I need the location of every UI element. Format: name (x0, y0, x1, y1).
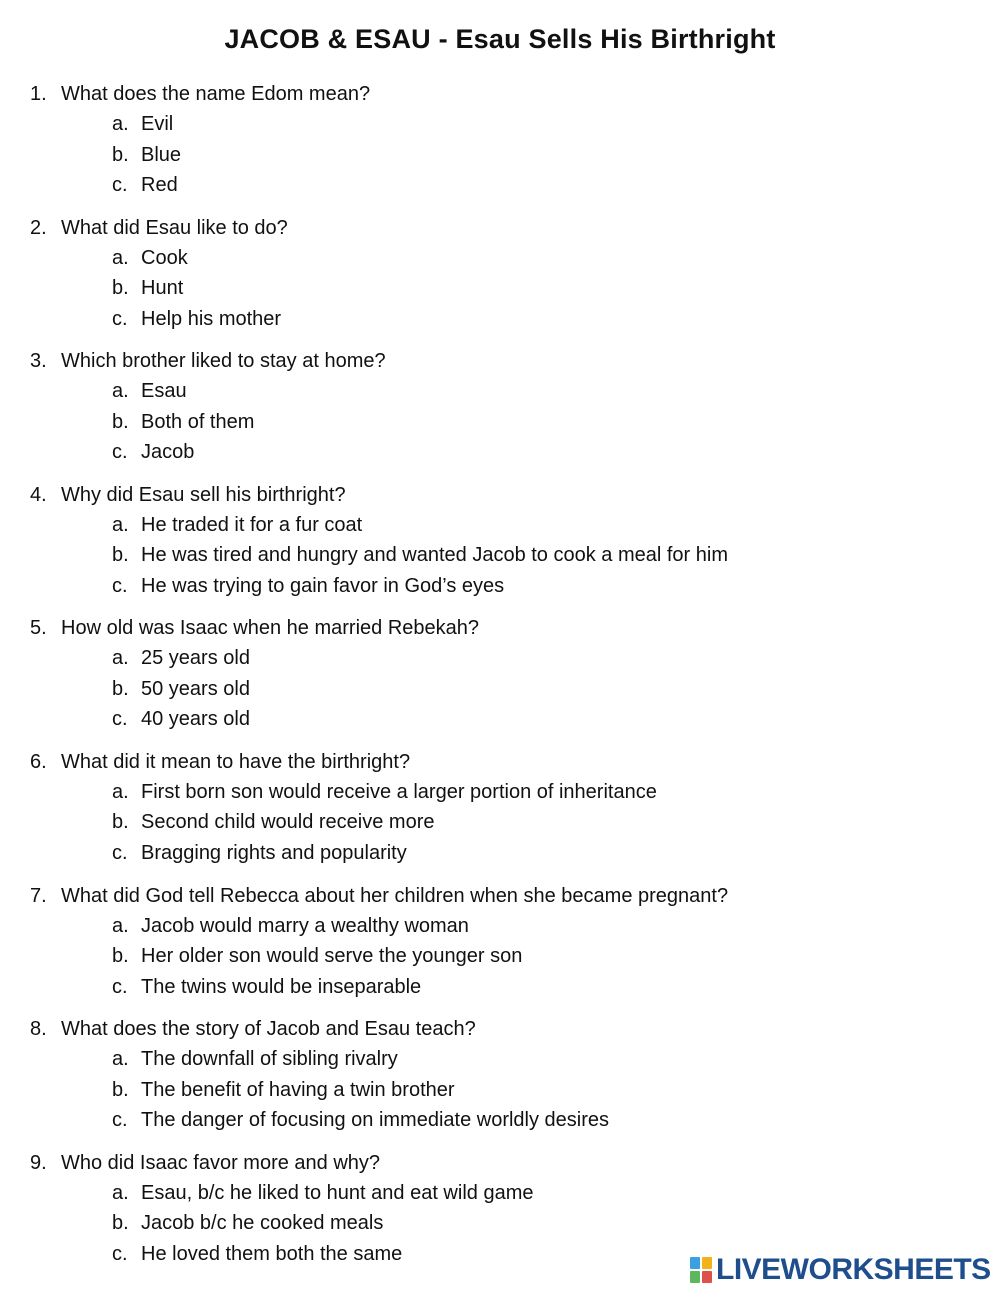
option-letter: a. (112, 513, 129, 536)
option-text: Second child would receive more (141, 811, 435, 834)
option-text: He loved them both the same (141, 1242, 403, 1265)
logo-square-3 (690, 1271, 700, 1283)
question-number: 8. (30, 1018, 47, 1041)
option-text: Bragging rights and popularity (141, 841, 407, 864)
option-letter: a. (112, 647, 129, 670)
question-3 (0, 345, 1000, 479)
option-text: 40 years old (141, 708, 250, 731)
option-letter: c. (112, 975, 128, 998)
question-number: 4. (30, 483, 47, 506)
option-text: Jacob b/c he cooked meals (141, 1212, 384, 1235)
option-letter: c. (112, 1109, 128, 1132)
question-text: What did it mean to have the birthright? (61, 750, 411, 773)
option-text: Jacob would marry a wealthy woman (141, 914, 469, 937)
option-letter: a. (112, 1181, 129, 1204)
question-number: 7. (30, 884, 47, 907)
option-text: Her older son would serve the younger son (141, 945, 523, 968)
option-letter: a. (112, 914, 129, 937)
option-text: Jacob (141, 441, 195, 464)
option-letter: a. (112, 113, 129, 135)
option-letter: a. (112, 246, 129, 269)
option-letter: b. (112, 945, 129, 968)
option-letter: a. (112, 1048, 129, 1071)
option-letter: b. (112, 143, 129, 166)
option-text: The benefit of having a twin brother (141, 1078, 455, 1101)
option-letter: b. (112, 544, 129, 567)
option-letter: b. (112, 811, 129, 834)
option-letter: b. (112, 410, 129, 433)
question-5 (0, 612, 1000, 746)
option-text: He traded it for a fur coat (141, 513, 363, 536)
option-text: The danger of focusing on immediate worldly desires (141, 1109, 610, 1132)
logo-square-1 (690, 1257, 700, 1269)
option-text: Hunt (141, 277, 184, 300)
page-title: JACOB & ESAU - Esau Sells His Birthright (224, 24, 776, 54)
option-letter: a. (112, 380, 129, 403)
option-letter: a. (112, 780, 129, 803)
question-number: 6. (30, 750, 47, 773)
option-text: Red (141, 174, 178, 196)
question-number: 3. (30, 350, 47, 373)
option-letter: c. (112, 574, 128, 597)
question-number: 9. (30, 1151, 47, 1174)
quiz-question-list (0, 78, 1000, 1280)
option-text: Both of them (141, 410, 255, 433)
question-text: What does the name Edom mean? (61, 83, 371, 105)
logo-mark-icon (690, 1257, 712, 1283)
question-text: Which brother liked to stay at home? (61, 350, 386, 373)
option-letter: c. (112, 841, 128, 864)
option-text: First born son would receive a larger portion of inheritance (141, 780, 657, 803)
option-text: The twins would be inseparable (141, 975, 422, 998)
option-text: Blue (141, 143, 182, 166)
option-letter: c. (112, 708, 128, 731)
question-text: What did Esau like to do? (61, 216, 288, 239)
logo-square-2 (702, 1257, 712, 1269)
option-text: 25 years old (141, 647, 250, 670)
option-text: Esau (141, 380, 187, 403)
option-text: The downfall of sibling rivalry (141, 1048, 398, 1071)
liveworksheets-logo (690, 1252, 991, 1288)
option-text: He was trying to gain favor in God’s eyes (141, 574, 505, 597)
option-letter: c. (112, 1242, 128, 1265)
option-text: He was tired and hungry and wanted Jacob to cook a meal for him (141, 544, 728, 567)
question-6 (0, 746, 1000, 880)
option-text: Esau, b/c he liked to hunt and eat wild game (141, 1181, 534, 1204)
question-text: What does the story of Jacob and Esau teach? (61, 1018, 476, 1041)
question-number: 5. (30, 617, 47, 640)
question-8 (0, 1013, 1000, 1147)
option-letter: b. (112, 277, 129, 300)
option-text: 50 years old (141, 677, 250, 700)
logo-text: LIVEWORKSHEETS (716, 1253, 991, 1286)
option-text: Help his mother (141, 307, 282, 330)
option-letter: c. (112, 174, 128, 196)
option-letter: c. (112, 307, 128, 330)
question-text: Who did Isaac favor more and why? (61, 1151, 381, 1174)
question-number: 1. (30, 83, 47, 105)
question-number: 2. (30, 216, 47, 239)
question-text: Why did Esau sell his birthright? (61, 483, 346, 506)
question-4 (0, 479, 1000, 613)
question-text: What did God tell Rebecca about her children when she became pregnant? (61, 884, 729, 907)
option-text: Evil (141, 113, 174, 135)
option-letter: c. (112, 441, 128, 464)
option-letter: b. (112, 1078, 129, 1101)
logo-square-4 (702, 1271, 712, 1283)
question-7 (0, 880, 1000, 1014)
option-letter: b. (112, 677, 129, 700)
option-text: Cook (141, 246, 188, 269)
option-letter: b. (112, 1212, 129, 1235)
question-1 (0, 78, 1000, 212)
question-2 (0, 212, 1000, 346)
question-text: How old was Isaac when he married Rebekah? (61, 617, 479, 640)
